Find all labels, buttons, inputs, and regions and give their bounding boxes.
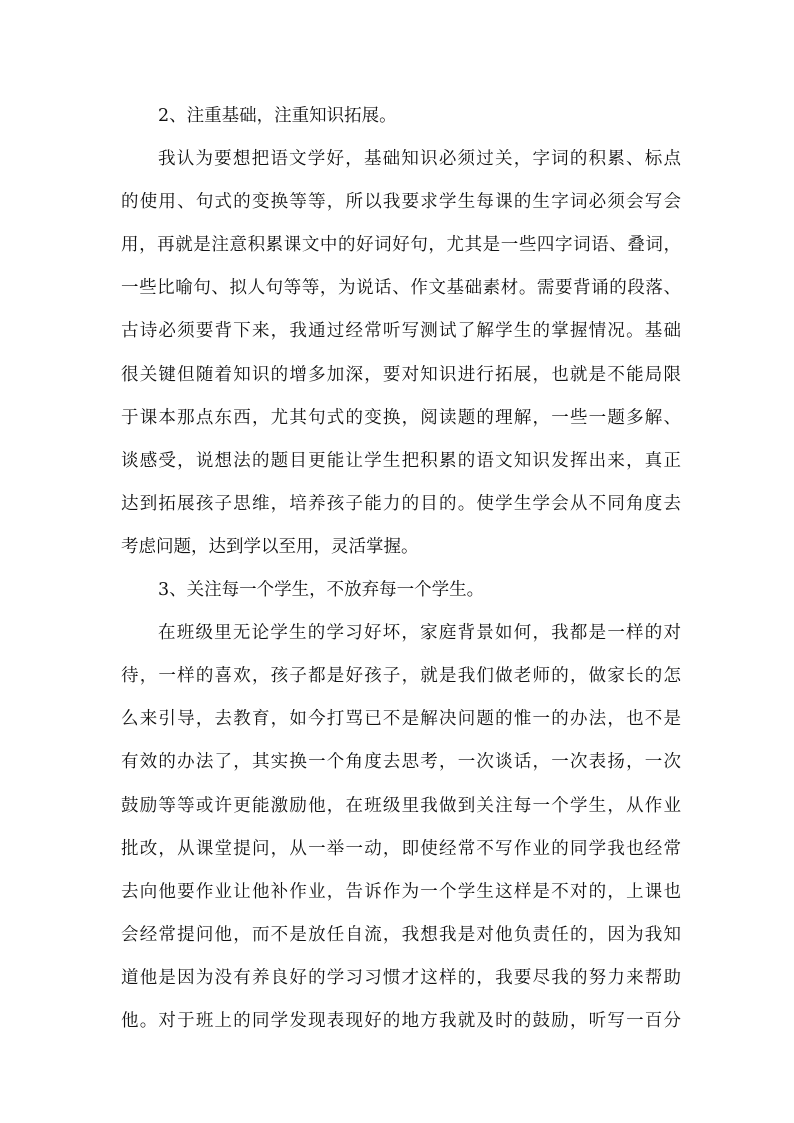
text-line: 有效的办法了，其实换一个角度去思考，一次谈话，一次表扬，一次 xyxy=(121,752,681,773)
text-line: 道他是因为没有养良好的学习习惯才这样的，我要尽我的努力来帮助 xyxy=(121,967,681,988)
text-line: 3、关注每一个学生，不放弃每一个学生。 xyxy=(158,580,485,601)
text-line: 很关键但随着知识的增多加深，要对知识进行拓展，也就是不能局限 xyxy=(121,364,681,385)
text-line: 待，一样的喜欢，孩子都是好孩子，就是我们做老师的，做家长的怎 xyxy=(121,666,681,687)
document-body xyxy=(121,95,681,1043)
text-line: 谈感受，说想法的题目更能让学生把积累的语文知识发挥出来，真正 xyxy=(121,450,681,471)
text-line: 会经常提问他，而不是放任自流，我想我是对他负责任的，因为我知 xyxy=(121,924,681,945)
text-line: 用，再就是注意积累课文中的好词好句，尤其是一些四字词语、叠词， xyxy=(121,235,681,256)
text-line: 我认为要想把语文学好，基础知识必须过关，字词的积累、标点 xyxy=(158,149,681,170)
text-line: 去向他要作业让他补作业，告诉作为一个学生这样是不对的，上课也 xyxy=(121,881,681,902)
text-line: 的使用、句式的变换等等，所以我要求学生每课的生字词必须会写会 xyxy=(121,192,681,213)
text-line: 古诗必须要背下来，我通过经常听写测试了解学生的掌握情况。基础 xyxy=(121,321,681,342)
text-line: 鼓励等等或许更能激励他，在班级里我做到关注每一个学生，从作业 xyxy=(121,795,681,816)
text-line: 考虑问题，达到学以至用，灵活掌握。 xyxy=(121,536,419,557)
text-line: 一些比喻句、拟人句等等，为说话、作文基础素材。需要背诵的段落、 xyxy=(121,278,681,299)
text-line: 他。对于班上的同学发现表现好的地方我就及时的鼓励，听写一百分 xyxy=(121,1010,681,1031)
text-line: 在班级里无论学生的学习好坏，家庭背景如何，我都是一样的对 xyxy=(158,623,681,644)
text-line: 么来引导，去教育，如今打骂已不是解决问题的惟一的办法，也不是 xyxy=(121,709,681,730)
text-line: 于课本那点东西，尤其句式的变换，阅读题的理解，一些一题多解、 xyxy=(121,407,681,428)
text-line: 批改，从课堂提问，从一举一动，即使经常不写作业的同学我也经常 xyxy=(121,838,681,859)
text-line: 达到拓展孩子思维，培养孩子能力的目的。使学生学会从不同角度去 xyxy=(121,493,681,514)
text-line: 2、注重基础，注重知识拓展。 xyxy=(158,106,397,126)
